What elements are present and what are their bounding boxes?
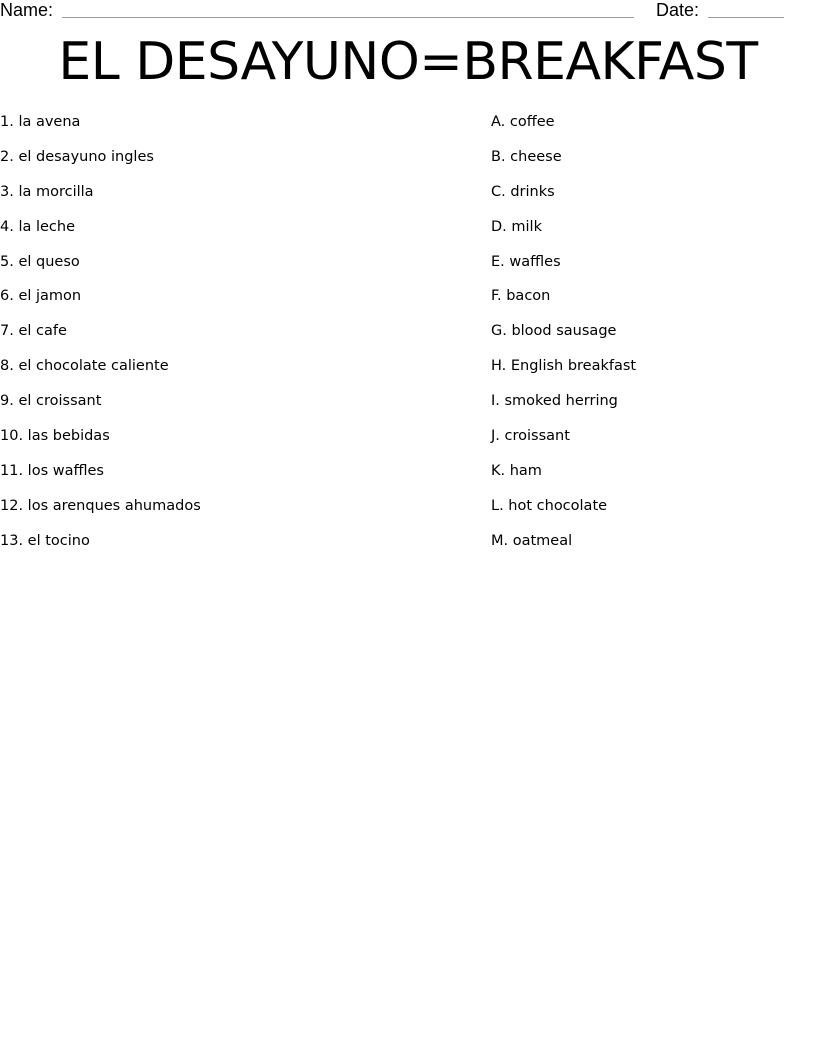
list-item: M. oatmeal — [491, 532, 573, 549]
list-item: L. hot chocolate — [491, 497, 608, 514]
list-item: 5. el queso — [0, 253, 80, 270]
list-item: G. blood sausage — [491, 323, 617, 340]
list-item: 8. el chocolate caliente — [0, 358, 169, 375]
list-item: 4. la leche — [0, 218, 75, 235]
spanish-terms-list — [0, 110, 470, 564]
page-title: EL DESAYUNO=BREAKFAST — [58, 32, 758, 92]
name-blank-line — [62, 17, 634, 18]
list-item: C. drinks — [491, 183, 555, 200]
list-item: 12. los arenques ahumados — [0, 497, 201, 514]
list-item: 2. el desayuno ingles — [0, 148, 154, 165]
english-terms-list — [491, 110, 811, 564]
list-item: A. coffee — [491, 114, 555, 130]
list-item: J. croissant — [491, 428, 570, 445]
list-item: H. English breakfast — [491, 358, 637, 375]
list-item: 11. los waffles — [0, 462, 104, 479]
list-item: 1. la avena — [0, 114, 81, 130]
list-item: I. smoked herring — [491, 393, 618, 410]
list-item: 6. el jamon — [0, 288, 82, 305]
list-item: 13. el tocino — [0, 532, 90, 549]
list-item: 3. la morcilla — [0, 183, 94, 200]
list-item: F. bacon — [491, 288, 551, 305]
name-label: Name: — [0, 0, 54, 20]
date-blank-line — [708, 17, 784, 18]
worksheet-header — [0, 0, 816, 22]
list-item: K. ham — [491, 462, 542, 479]
list-item: D. milk — [491, 218, 542, 235]
list-item: E. waffles — [491, 253, 561, 270]
date-label: Date: — [656, 0, 700, 20]
list-item: 10. las bebidas — [0, 428, 110, 445]
list-item: 7. el cafe — [0, 323, 67, 340]
list-item: B. cheese — [491, 148, 562, 165]
list-item: 9. el croissant — [0, 393, 102, 410]
